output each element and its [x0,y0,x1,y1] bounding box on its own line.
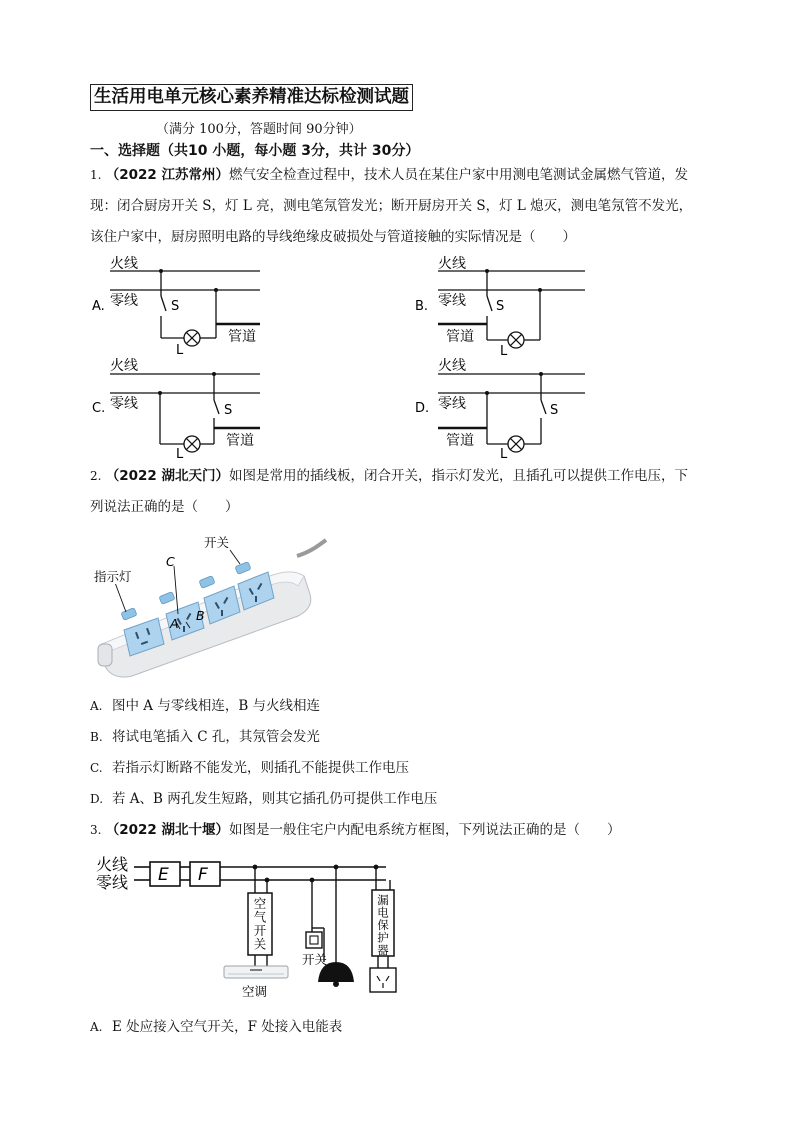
q2-option-c-text: 若指示灯断路不能发光，则插孔不能提供工作电压 [112,760,409,776]
q2-option-a-letter: A. [90,699,103,713]
q3-number: 3. [90,823,102,837]
q3-ac-label: 空调 [242,984,268,999]
page-subtitle: （满分 100分，答题时间 90分钟） [156,122,362,137]
q2-option-b-letter: B. [90,730,103,744]
fig-hole-c-label: C [166,554,175,569]
q2-option-a-text: 图中 A 与零线相连，B 与火线相连 [112,698,321,714]
q2-option-b[interactable] [90,728,320,746]
q3-option-a-letter: A. [90,1020,103,1034]
q1c-pipe-label: 管道 [226,433,254,449]
q1a-zero-label: 零线 [110,293,138,309]
indicator-light [121,608,137,621]
q2-line-2: 列说法正确的是（ ） [90,499,239,515]
q3-breaker-label: 空气开关 [253,896,267,952]
page-title: 生活用电单元核心素养精准达标检测试题 [90,84,413,111]
power-switch [235,562,251,575]
q2-option-a[interactable] [90,697,320,715]
fig-hole-b-label: B [196,608,205,623]
q3-source: （2022 湖北十堰） [105,822,230,838]
q1b-switch-label: S [496,299,505,314]
q1-option-d-circuit [415,357,585,458]
q2-option-c-letter: C. [90,761,103,775]
q1b-fire-label: 火线 [438,256,466,272]
fig-switch-label: 开关 [204,535,230,550]
q1-line-2: 现：闭合厨房开关 S，灯 L 亮，测电笔氖管发光；断开厨房开关 S，灯 L 熄灭，测电笔氖管不发光， [90,198,693,214]
q2-option-c[interactable] [90,759,409,777]
q2-option-d-letter: D. [90,792,104,806]
q1a-switch-label: S [171,299,180,314]
wall-socket-icon [370,968,396,992]
q1a-lamp-label: L [176,343,184,358]
q1-option-a-letter: A. [92,299,105,314]
fig-indicator-label: 指示灯 [94,569,132,584]
q1-option-b-circuit [415,255,585,359]
q3-option-a[interactable] [90,1018,342,1036]
q1b-pipe-label: 管道 [446,329,474,345]
q1c-lamp-label: L [176,447,184,458]
q2-source: （2022 湖北天门） [105,468,230,484]
q1-text-1: 燃气安全检查过程中，技术人员在某住户家中用测电笔测试金属燃气管道，发 [229,167,689,183]
q1c-fire-label: 火线 [110,358,138,374]
q1b-lamp-label: L [500,344,508,359]
q1-circuit-diagrams [80,248,640,458]
q3-text-1: 如图是一般住宅户内配电系统方框图，下列说法正确的是（ ） [229,822,621,838]
q1d-zero-label: 零线 [438,396,466,412]
q3-zero-label: 零线 [96,873,129,892]
q1-number: 1. [90,168,102,182]
q1-option-d-letter: D. [415,401,430,416]
fig-hole-a-label: A [170,616,179,631]
q2-text-1: 如图是常用的插线板，闭合开关，指示灯发光，且插孔可以提供工作电压，下 [229,468,689,484]
q2-line-1 [90,467,688,485]
q2-power-strip-figure [92,526,328,686]
q1-line-3: 该住户家中，厨房照明电路的导线绝缘皮破损处与管道接触的实际情况是（ ） [90,229,576,245]
q3-box-f-label: F [198,865,208,885]
air-conditioner [224,966,288,978]
q1-option-c-circuit [92,357,260,458]
q1d-fire-label: 火线 [438,358,466,374]
q3-fire-label: 火线 [96,855,129,874]
q1-option-a-circuit [92,255,260,358]
q1a-fire-label: 火线 [110,256,138,272]
q3-line-1 [90,821,621,839]
q1-option-c-letter: C. [92,401,106,416]
q3-option-a-text: E 处应接入空气开关，F 处接入电能表 [112,1019,343,1035]
q1d-lamp-label: L [500,447,508,458]
q1d-pipe-label: 管道 [446,433,474,449]
q1d-switch-label: S [550,403,559,418]
q1b-zero-label: 零线 [438,293,466,309]
q1c-zero-label: 零线 [110,396,138,412]
q3-switch-label: 开关 [302,952,328,967]
q1c-switch-label: S [224,403,233,418]
q2-option-b-text: 将试电笔插入 C 孔，其氖管会发光 [112,729,320,745]
q2-number: 2. [90,469,102,483]
q1a-pipe-label: 管道 [228,329,256,345]
q3-leak-label: 漏电保护器 [377,893,389,957]
q2-option-d[interactable] [90,790,437,808]
q3-box-e-label: E [158,865,169,885]
q1-line-1 [90,166,688,184]
q1-source: （2022 江苏常州） [105,167,230,183]
q1-option-b-letter: B. [415,299,429,314]
q2-option-d-text: 若 A、B 两孔发生短路，则其它插孔仍可提供工作电压 [112,791,438,807]
q3-distribution-diagram [90,848,430,1008]
section-heading: 一、选择题（共10 小题，每小题 3分，共计 30分） [90,143,420,159]
